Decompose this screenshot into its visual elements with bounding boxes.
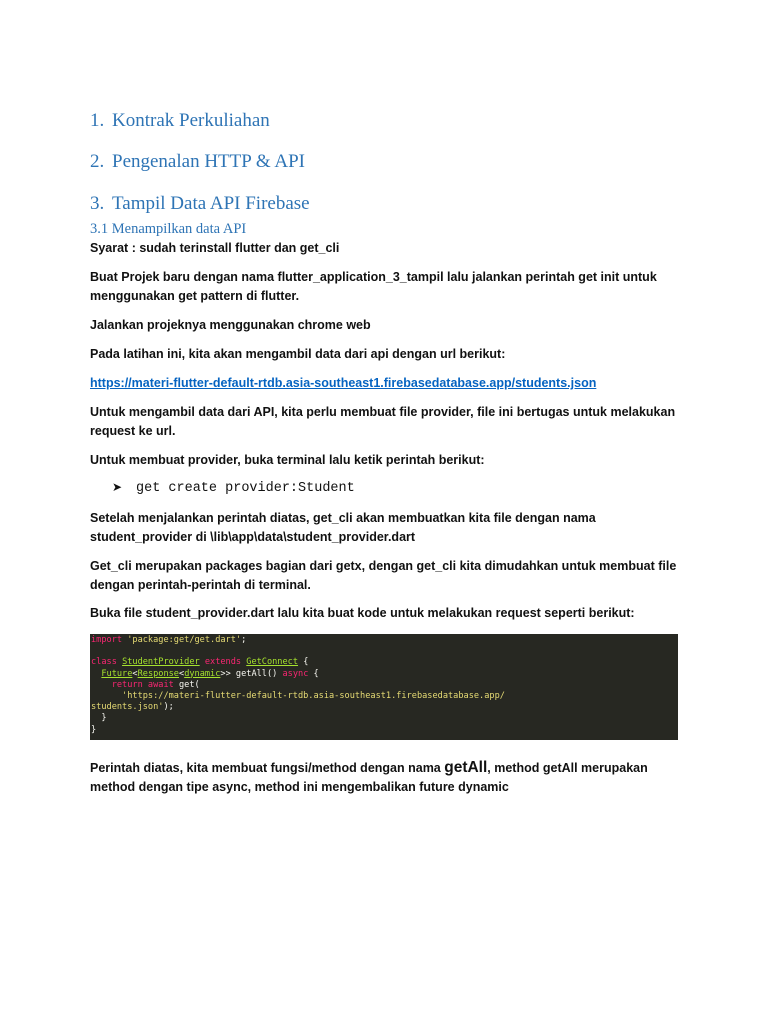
paragraph-syarat: Syarat : sudah terinstall flutter dan get_cli <box>90 241 340 255</box>
heading-pengenalan: 2. Pengenalan HTTP & API <box>90 151 305 172</box>
code-block: import 'package:get/get.dart'; class StudentProvider extends GetConnect { Future<Response<dynamic>> getAll() async { return await get( 'https://materi-flutter-default-rtdb.asia-southeast1.firebasedatabase.app/ students.json'); } } <box>90 634 678 740</box>
arrow-bullet-icon: ➤ <box>112 480 123 494</box>
paragraph-projek: Buat Projek baru dengan nama flutter_application_3_tampil lalu jalankan perintah get init untuk menggunakan get pattern di flutter. <box>90 270 657 303</box>
paragraph-latihan: Pada latihan ini, kita akan mengambil data dari api dengan url berikut: <box>90 347 506 361</box>
paragraph-getcli: Get_cli merupakan packages bagian dari getx, dengan get_cli kita dimudahkan untuk membuat file dengan perintah-perintah di terminal. <box>90 559 677 592</box>
paragraph-buka: Buka file student_provider.dart lalu kita buat kode untuk melakukan request seperti berikut: <box>90 606 635 620</box>
command-bullet <box>112 480 355 496</box>
heading-kontrak: 1. Kontrak Perkuliahan <box>90 110 270 131</box>
paragraph-terminal: Untuk membuat provider, buka terminal lalu ketik perintah berikut: <box>90 453 485 467</box>
paragraph-setelah: Setelah menjalankan perintah diatas, get_cli akan membuatkan kita file dengan nama student_provider di \lib\app\data\student_provider.dart <box>90 511 596 544</box>
url-link-row <box>90 374 678 393</box>
firebase-url-link[interactable]: https://materi-flutter-default-rtdb.asia-southeast1.firebasedatabase.app/students.json <box>90 376 597 390</box>
heading-tampil: 3. Tampil Data API Firebase <box>90 193 310 214</box>
paragraph-perintah: Perintah diatas, kita membuat fungsi/method dengan nama getAll, method getAll merupakan method dengan tipe async, method ini mengembalikan future dynamic <box>90 759 648 794</box>
paragraph-provider: Untuk mengambil data dari API, kita perlu membuat file provider, file ini bertugas untuk melakukan request ke url. <box>90 405 676 438</box>
paragraph-jalankan: Jalankan projeknya menggunakan chrome web <box>90 318 371 332</box>
getall-highlight: getAll <box>444 759 488 776</box>
command-text: get create provider:Student <box>136 481 355 496</box>
subheading-menampilkan: 3.1 Menampilkan data API <box>90 221 247 237</box>
